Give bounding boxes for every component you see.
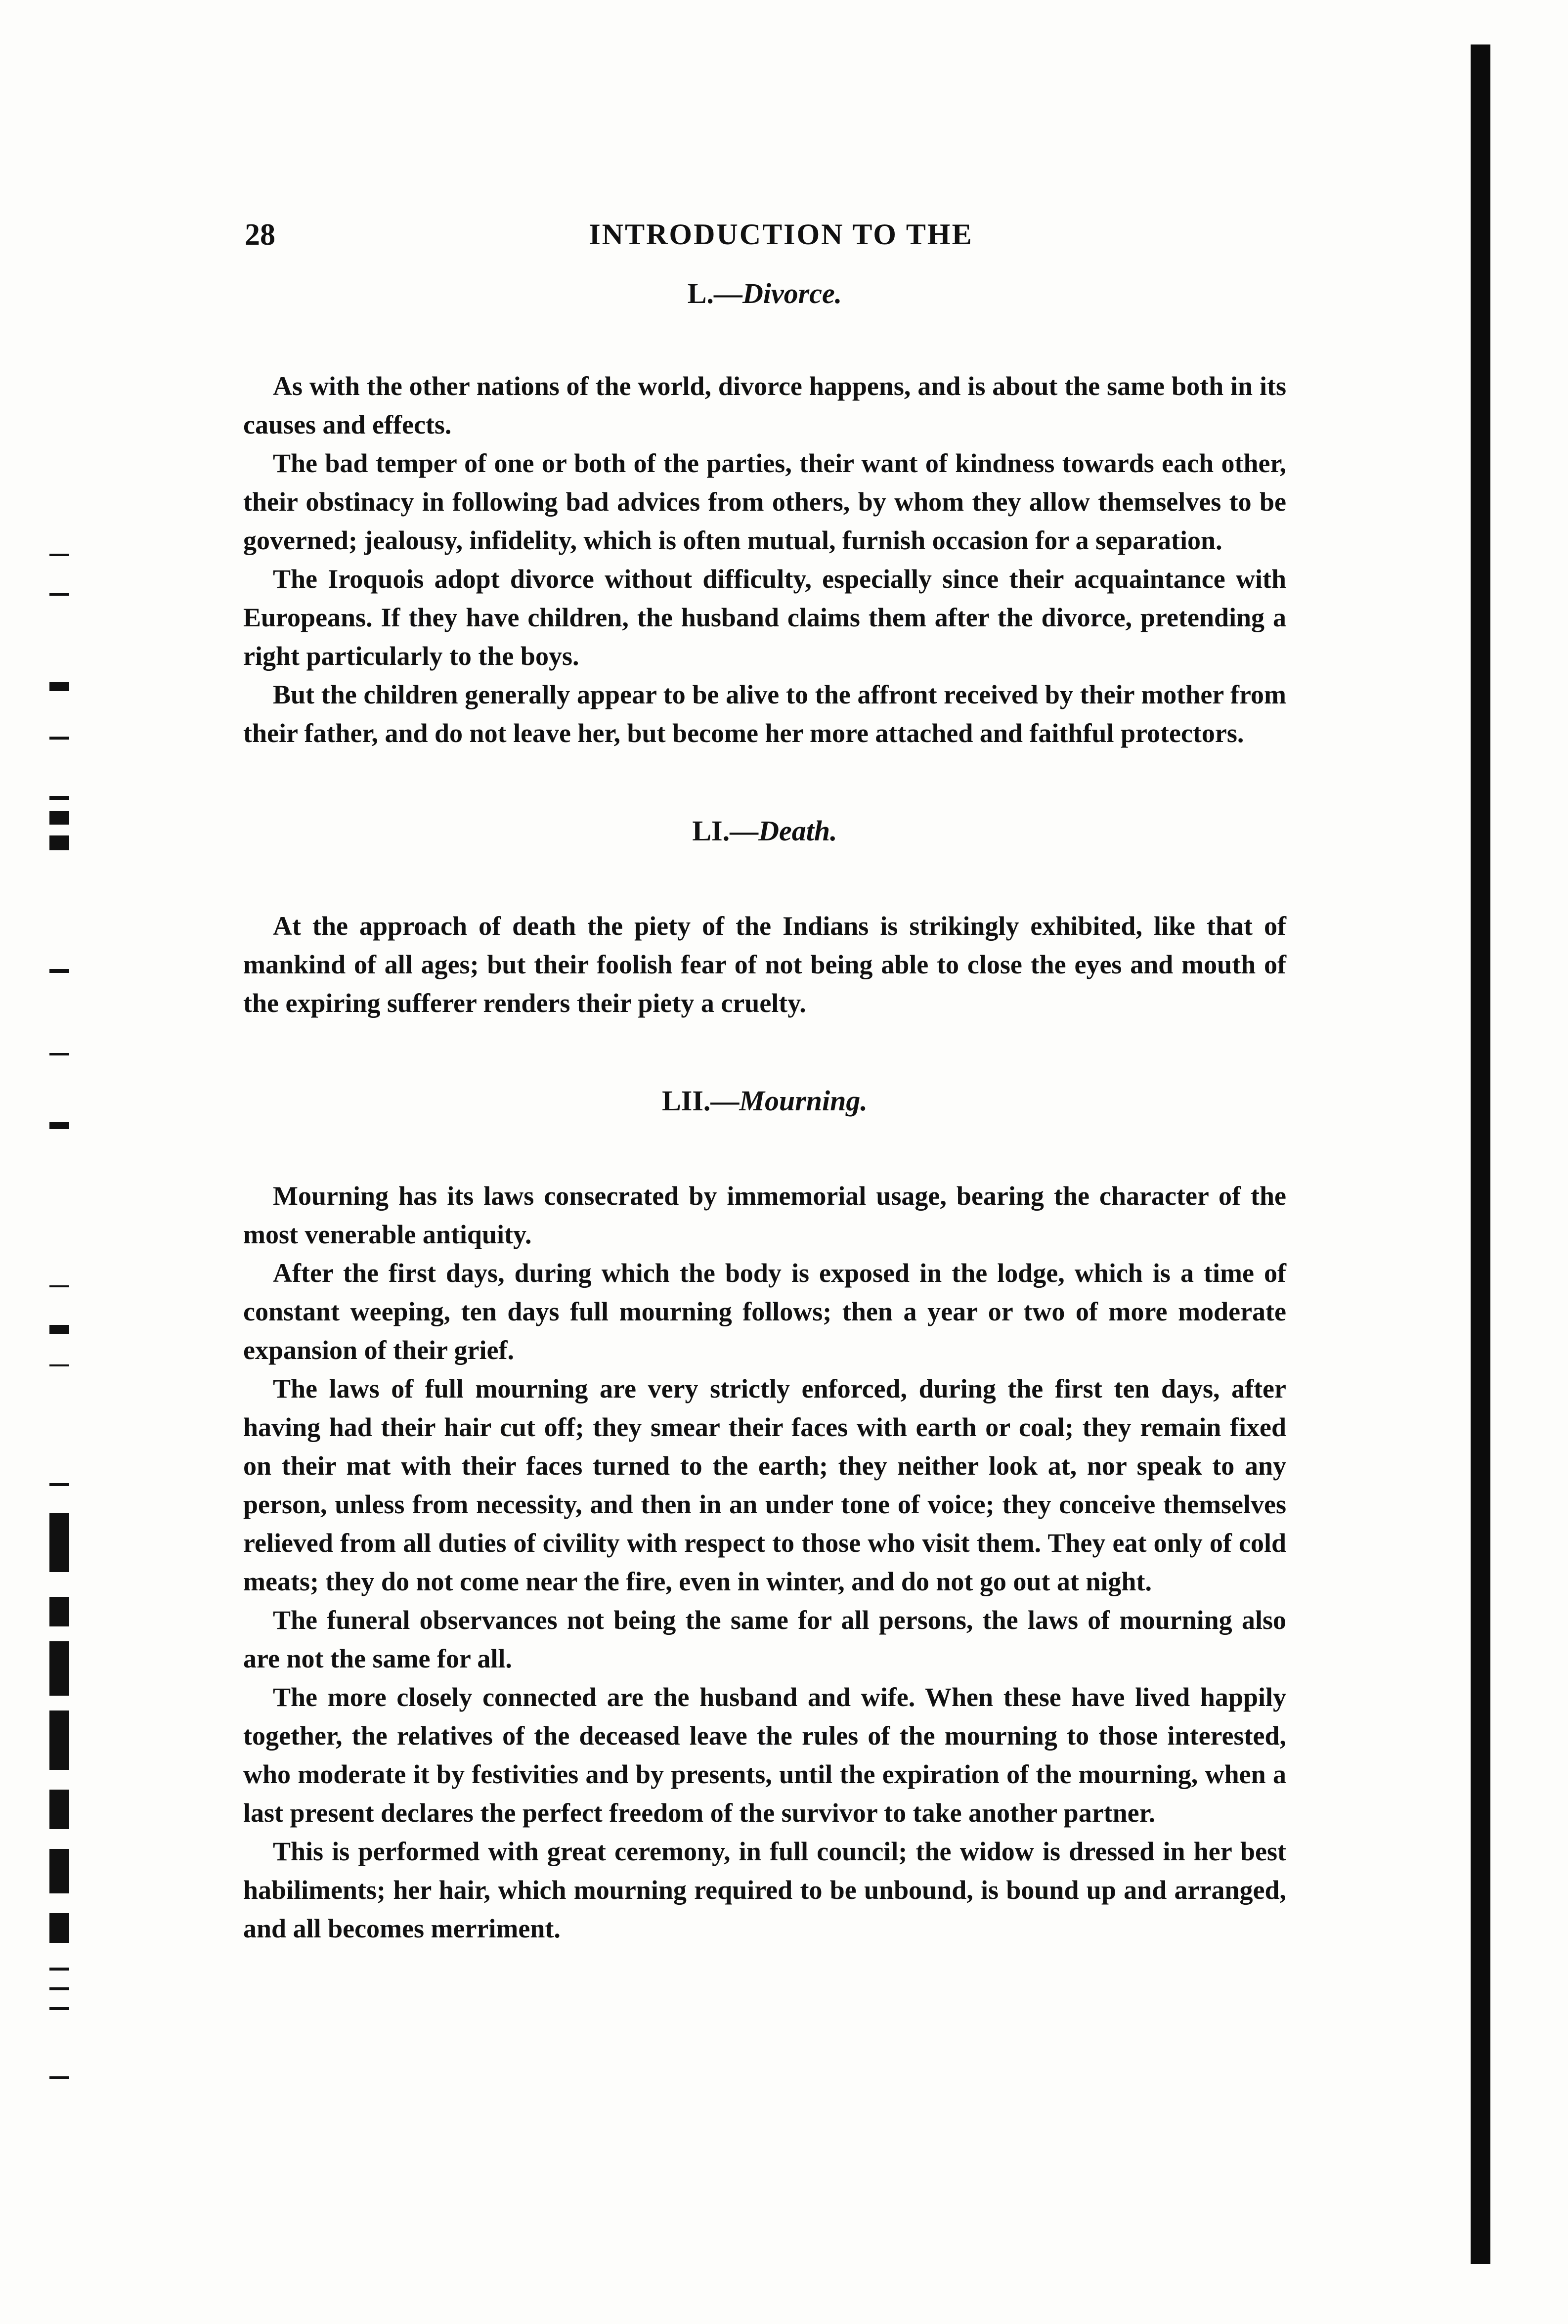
edge-mark xyxy=(49,1364,69,1366)
edge-mark xyxy=(49,1513,69,1572)
section-heading-death xyxy=(243,814,1286,847)
section-heading-mourning xyxy=(243,1084,1286,1117)
section-heading-divorce xyxy=(243,277,1286,310)
spacer xyxy=(243,847,1286,907)
paragraph: The laws of full mourning are very strictly enforced, during the first ten days, after having had their hair cut off; they smear their faces with earth or coal; they remain fixed on their mat with their faces turned to the earth; they neither look at, nor speak to any person, unless from necessity, and then in an under tone of voice; they conceive themselves relieved from all duties of civility with respect to those who visit them. They eat only of cold meats; they do not come near the fire, even in winter, and do not go out at night. xyxy=(243,1374,1286,1596)
edge-mark xyxy=(49,1641,69,1696)
edge-mark xyxy=(49,969,69,973)
edge-mark xyxy=(49,1790,69,1829)
edge-mark xyxy=(49,1325,69,1334)
section-title: Death. xyxy=(758,815,837,847)
edge-mark xyxy=(49,593,69,596)
paragraph: The Iroquois adopt divorce without difficulty, especially since their acquaintance with Europeans. If they have children, the husband claims them after the divorce, pretending a right particularly to the boys. xyxy=(243,564,1286,671)
paragraph: The more closely connected are the husband and wife. When these have lived happily together, the relatives of the deceased leave the rules of the mourning to those interested, who moderate it by festivities and by presents, until the expiration of the mourning, when a last present declares the perfect freedom of the survivor to take another partner. xyxy=(243,1682,1286,1828)
page-header xyxy=(245,218,1298,257)
edge-mark xyxy=(49,1122,69,1129)
running-head: INTRODUCTION TO THE xyxy=(589,218,973,251)
edge-mark xyxy=(49,2007,69,2010)
paragraph: But the children generally appear to be alive to the affront received by their mother from their father, and do not leave her, but become her more attached and faithful protectors. xyxy=(243,680,1286,748)
section-title: Divorce. xyxy=(742,277,842,309)
section-title: Mourning. xyxy=(739,1085,868,1117)
section-number: LI.— xyxy=(692,815,759,847)
edge-mark xyxy=(49,554,69,556)
edge-mark xyxy=(49,1710,69,1770)
edge-mark xyxy=(49,737,69,740)
edge-mark xyxy=(49,1483,69,1486)
paragraph: Mourning has its laws consecrated by immemorial usage, bearing the character of the most venerable antiquity. xyxy=(243,1181,1286,1249)
spacer xyxy=(243,1117,1286,1177)
binding-edge xyxy=(1471,44,1490,2264)
paragraph: This is performed with great ceremony, in full council; the widow is dressed in her best habiliments; her hair, which mourning required to be unbound, is bound up and arranged, and all becomes merriment. xyxy=(243,1837,1286,1943)
spacer xyxy=(243,310,1286,367)
spacer xyxy=(243,752,1286,814)
section-number: LII.— xyxy=(662,1085,740,1117)
edge-mark xyxy=(49,1849,69,1893)
edge-mark xyxy=(49,2076,69,2079)
paragraph: As with the other nations of the world, divorce happens, and is about the same both in its causes and effects. xyxy=(243,371,1286,439)
page-body xyxy=(243,277,1286,1948)
edge-mark xyxy=(49,1913,69,1943)
page-number: 28 xyxy=(245,218,275,252)
edge-mark xyxy=(49,1987,69,1990)
edge-mark xyxy=(49,1597,69,1626)
edge-mark xyxy=(49,682,69,691)
edge-mark xyxy=(49,811,69,825)
section-number: L.— xyxy=(687,277,742,309)
edge-mark xyxy=(49,1968,69,1971)
scan-edge-marks xyxy=(30,494,89,2126)
edge-mark xyxy=(49,835,69,850)
paragraph: At the approach of death the piety of the Indians is strikingly exhibited, like that of mankind of all ages; but their foolish fear of not being able to close the eyes and mouth of the expiring sufferer renders their piety a cruelty. xyxy=(243,911,1286,1018)
edge-mark xyxy=(49,1053,69,1055)
paragraph: After the first days, during which the body is exposed in the lodge, which is a time of constant weeping, ten days full mourning follows; then a year or two of more moderate expansion of their grief. xyxy=(243,1258,1286,1365)
paragraph: The bad temper of one or both of the parties, their want of kindness towards each other, their obstinacy in following bad advices from others, by whom they allow themselves to be governed; jealousy, infidelity, which is often mutual, furnish occasion for a separation. xyxy=(243,448,1286,555)
paragraph: The funeral observances not being the same for all persons, the laws of mourning also are not the same for all. xyxy=(243,1605,1286,1673)
edge-mark xyxy=(49,1285,69,1287)
spacer xyxy=(243,1022,1286,1084)
edge-mark xyxy=(49,796,69,800)
